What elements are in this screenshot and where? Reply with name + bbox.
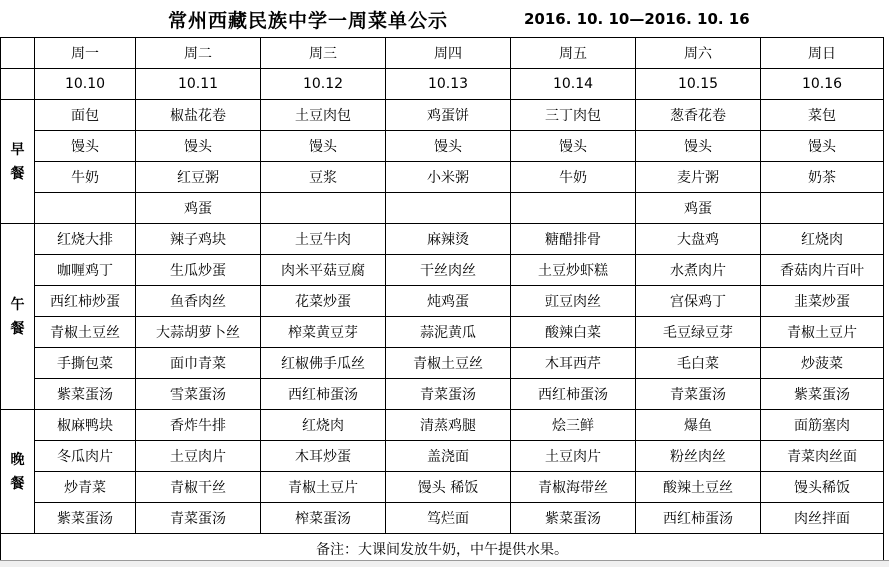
- dish-cell: [261, 193, 386, 224]
- meal-label: [1, 100, 35, 224]
- dish-cell: 肉丝拌面: [761, 503, 884, 534]
- dish-cell: 鸡蛋: [636, 193, 761, 224]
- dish-cell: 土豆肉包: [261, 100, 386, 131]
- weekday-cell: 周一: [35, 38, 136, 69]
- menu-row: [1, 503, 884, 534]
- dish-cell: 馒头: [761, 131, 884, 162]
- dish-cell: 馒头: [261, 131, 386, 162]
- dish-cell: 榨菜黄豆芽: [261, 317, 386, 348]
- dish-cell: 青椒土豆丝: [386, 348, 511, 379]
- dish-cell: 毛豆绿豆芽: [636, 317, 761, 348]
- menu-row: [1, 255, 884, 286]
- dish-cell: 三丁肉包: [511, 100, 636, 131]
- corner-cell: [1, 69, 35, 100]
- date-cell: 10.11: [136, 69, 261, 100]
- dish-cell: 西红柿蛋汤: [636, 503, 761, 534]
- dish-cell: 青椒土豆片: [761, 317, 884, 348]
- dish-cell: 大盘鸡: [636, 224, 761, 255]
- dish-cell: 清蒸鸡腿: [386, 410, 511, 441]
- date-cell: 10.14: [511, 69, 636, 100]
- menu-row: [1, 100, 884, 131]
- dish-cell: 鱼香肉丝: [136, 286, 261, 317]
- dish-cell: 麻辣烫: [386, 224, 511, 255]
- dish-cell: 馒头: [511, 131, 636, 162]
- weekday-header-row: [1, 38, 884, 69]
- dish-cell: 菜包: [761, 100, 884, 131]
- dish-cell: 紫菜蛋汤: [761, 379, 884, 410]
- dish-cell: 青椒干丝: [136, 472, 261, 503]
- dish-cell: 大蒜胡萝卜丝: [136, 317, 261, 348]
- dish-cell: 麦片粥: [636, 162, 761, 193]
- dish-cell: 土豆肉片: [511, 441, 636, 472]
- date-cell: 10.10: [35, 69, 136, 100]
- meal-label-char: 早: [10, 141, 25, 158]
- dish-cell: 香炸牛排: [136, 410, 261, 441]
- dish-cell: 炖鸡蛋: [386, 286, 511, 317]
- date-range: 2016. 10. 10—2016. 10. 16: [524, 10, 750, 28]
- dish-cell: [35, 193, 136, 224]
- menu-row: [1, 193, 884, 224]
- footer-note: 备注：大课间发放牛奶，中午提供水果。: [1, 534, 884, 565]
- dish-cell: 烩三鲜: [511, 410, 636, 441]
- menu-row: [1, 348, 884, 379]
- dish-cell: 蒜泥黄瓜: [386, 317, 511, 348]
- dish-cell: 雪菜蛋汤: [136, 379, 261, 410]
- dish-cell: 榨菜蛋汤: [261, 503, 386, 534]
- dish-cell: 毛白菜: [636, 348, 761, 379]
- meal-label-char: 餐: [10, 320, 25, 337]
- meal-label-char: 餐: [10, 165, 25, 182]
- dish-cell: 青菜肉丝面: [761, 441, 884, 472]
- meal-label: [1, 410, 35, 534]
- dish-cell: 酸辣白菜: [511, 317, 636, 348]
- dish-cell: 木耳炒蛋: [261, 441, 386, 472]
- dish-cell: 紫菜蛋汤: [35, 503, 136, 534]
- menu-row: [1, 224, 884, 255]
- dish-cell: 辣子鸡块: [136, 224, 261, 255]
- dish-cell: 红椒佛手瓜丝: [261, 348, 386, 379]
- dish-cell: 牛奶: [35, 162, 136, 193]
- dish-cell: 牛奶: [511, 162, 636, 193]
- dish-cell: 小米粥: [386, 162, 511, 193]
- dish-cell: 冬瓜肉片: [35, 441, 136, 472]
- dish-cell: 西红柿蛋汤: [511, 379, 636, 410]
- meal-label-char: 晚: [10, 451, 25, 468]
- dish-cell: 鸡蛋饼: [386, 100, 511, 131]
- dish-cell: 红烧肉: [761, 224, 884, 255]
- weekday-cell: 周六: [636, 38, 761, 69]
- date-row: [1, 69, 884, 100]
- dish-cell: 西红柿炒蛋: [35, 286, 136, 317]
- date-cell: 10.13: [386, 69, 511, 100]
- dish-cell: [511, 193, 636, 224]
- menu-row: [1, 131, 884, 162]
- dish-cell: 红烧大排: [35, 224, 136, 255]
- dish-cell: 青椒海带丝: [511, 472, 636, 503]
- dish-cell: 青椒土豆片: [261, 472, 386, 503]
- dish-cell: 干丝肉丝: [386, 255, 511, 286]
- dish-cell: 紫菜蛋汤: [35, 379, 136, 410]
- weekday-cell: 周五: [511, 38, 636, 69]
- dish-cell: 盖浇面: [386, 441, 511, 472]
- dish-cell: 土豆肉片: [136, 441, 261, 472]
- dish-cell: 粉丝肉丝: [636, 441, 761, 472]
- meal-label-char: 餐: [10, 475, 25, 492]
- meal-label: [1, 224, 35, 410]
- dish-cell: 馒头: [136, 131, 261, 162]
- dish-cell: 西红柿蛋汤: [261, 379, 386, 410]
- dish-cell: 面巾青菜: [136, 348, 261, 379]
- dish-cell: 香菇肉片百叶: [761, 255, 884, 286]
- meal-label-char: 午: [10, 296, 25, 313]
- weekday-cell: 周日: [761, 38, 884, 69]
- dish-cell: 韭菜炒蛋: [761, 286, 884, 317]
- dish-cell: 炒菠菜: [761, 348, 884, 379]
- dish-cell: 面筋塞肉: [761, 410, 884, 441]
- dish-cell: 葱香花卷: [636, 100, 761, 131]
- dish-cell: 椒麻鸭块: [35, 410, 136, 441]
- dish-cell: 奶茶: [761, 162, 884, 193]
- dish-cell: 鸡蛋: [136, 193, 261, 224]
- date-cell: 10.16: [761, 69, 884, 100]
- dish-cell: 馒头: [35, 131, 136, 162]
- dish-cell: 豆浆: [261, 162, 386, 193]
- dish-cell: 爆鱼: [636, 410, 761, 441]
- dish-cell: 笃烂面: [386, 503, 511, 534]
- dish-cell: 宫保鸡丁: [636, 286, 761, 317]
- dish-cell: 面包: [35, 100, 136, 131]
- dish-cell: 馒头: [636, 131, 761, 162]
- dish-cell: 椒盐花卷: [136, 100, 261, 131]
- dish-cell: 青菜蛋汤: [386, 379, 511, 410]
- menu-row: [1, 286, 884, 317]
- weekday-cell: 周三: [261, 38, 386, 69]
- dish-cell: 糖醋排骨: [511, 224, 636, 255]
- date-cell: 10.15: [636, 69, 761, 100]
- corner-cell: [1, 38, 35, 69]
- dish-cell: 红烧肉: [261, 410, 386, 441]
- weekday-cell: 周四: [386, 38, 511, 69]
- dish-cell: 生瓜炒蛋: [136, 255, 261, 286]
- menu-row: [1, 379, 884, 410]
- dish-cell: 木耳西芹: [511, 348, 636, 379]
- dish-cell: 青椒土豆丝: [35, 317, 136, 348]
- dish-cell: 馒头 稀饭: [386, 472, 511, 503]
- menu-table: [0, 37, 884, 565]
- dish-cell: 水煮肉片: [636, 255, 761, 286]
- dish-cell: 土豆炒虾糕: [511, 255, 636, 286]
- dish-cell: 土豆牛肉: [261, 224, 386, 255]
- dish-cell: 青菜蛋汤: [136, 503, 261, 534]
- dish-cell: 紫菜蛋汤: [511, 503, 636, 534]
- dish-cell: 青菜蛋汤: [636, 379, 761, 410]
- dish-cell: [386, 193, 511, 224]
- dish-cell: 炒青菜: [35, 472, 136, 503]
- dish-cell: 手撕包菜: [35, 348, 136, 379]
- menu-row: [1, 472, 884, 503]
- date-cell: 10.12: [261, 69, 386, 100]
- dish-cell: 豇豆肉丝: [511, 286, 636, 317]
- menu-row: [1, 441, 884, 472]
- page-title: 常州西藏民族中学一周菜单公示: [168, 10, 449, 32]
- dish-cell: 肉米平菇豆腐: [261, 255, 386, 286]
- menu-row: [1, 317, 884, 348]
- menu-row: [1, 410, 884, 441]
- dish-cell: 花菜炒蛋: [261, 286, 386, 317]
- dish-cell: 酸辣土豆丝: [636, 472, 761, 503]
- weekday-cell: 周二: [136, 38, 261, 69]
- dish-cell: [761, 193, 884, 224]
- dish-cell: 馒头: [386, 131, 511, 162]
- dish-cell: 馒头稀饭: [761, 472, 884, 503]
- dish-cell: 咖喱鸡丁: [35, 255, 136, 286]
- dish-cell: 红豆粥: [136, 162, 261, 193]
- menu-row: [1, 162, 884, 193]
- title-row: [0, 0, 889, 37]
